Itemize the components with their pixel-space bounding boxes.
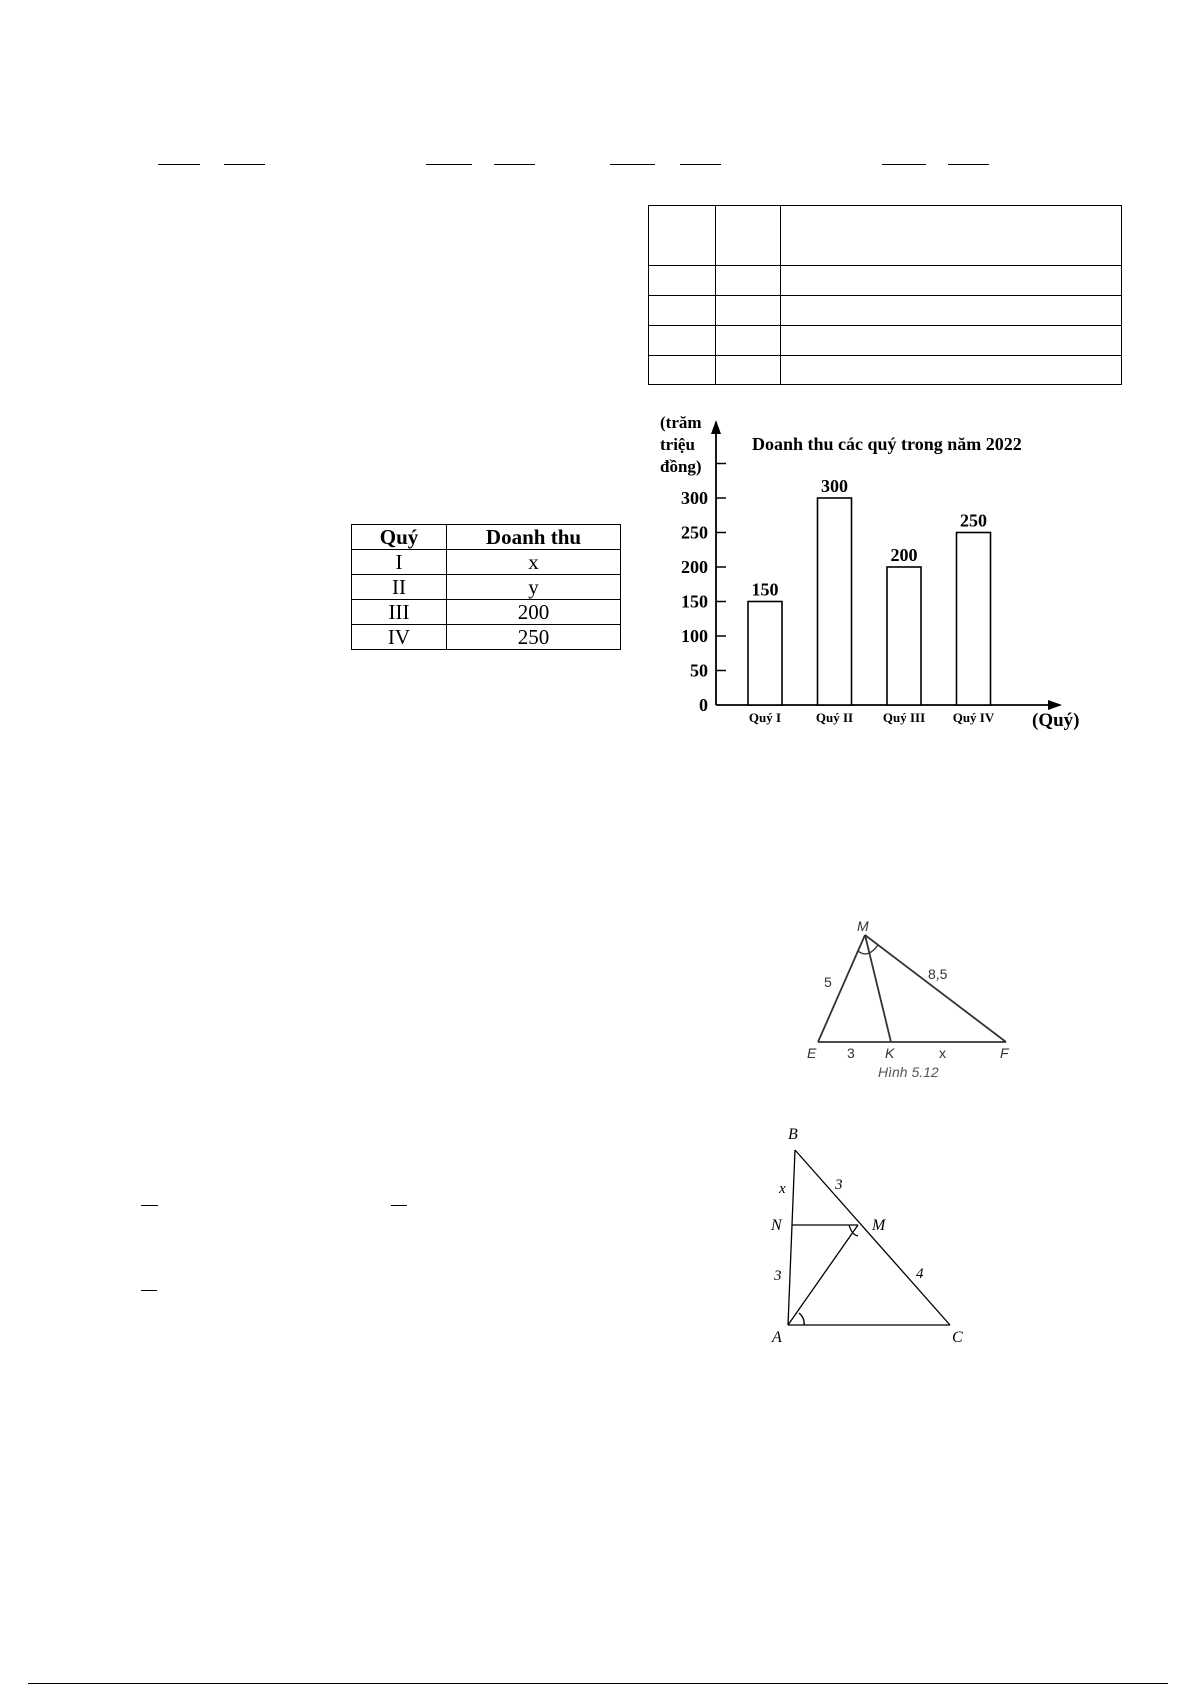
fraction-line — [426, 164, 472, 165]
figure-caption: Hình 5.12 — [878, 1064, 939, 1080]
cell-quarter: I — [352, 550, 447, 575]
length-label: x — [779, 1181, 786, 1197]
bars — [748, 476, 995, 725]
y-tick-label: 300 — [681, 488, 708, 508]
data-label: 150 — [751, 579, 779, 600]
point-label: C — [952, 1329, 963, 1346]
data-label: 300 — [821, 476, 848, 496]
point-label: B — [788, 1126, 798, 1143]
x-tick-label: Quý I — [748, 710, 782, 725]
figure-triangle-abc — [760, 1120, 980, 1350]
y-tick-label: 50 — [690, 660, 708, 681]
data-label: 250 — [960, 510, 987, 531]
point-label: M — [857, 918, 869, 934]
table-row — [352, 600, 621, 625]
y-ticks — [681, 464, 726, 716]
y-axis-arrow — [711, 420, 721, 434]
x-axis-arrow — [1048, 700, 1062, 710]
point-label: F — [1000, 1045, 1009, 1061]
table-row — [352, 625, 621, 650]
revenue-bar-chart — [650, 410, 1100, 740]
table-row — [352, 575, 621, 600]
revenue-table — [351, 524, 621, 650]
x-tick-label: Quý III — [882, 710, 926, 725]
length-label: 8,5 — [928, 966, 948, 982]
header-revenue: Doanh thu — [447, 525, 621, 550]
cell-revenue: y — [447, 575, 621, 600]
fraction-line — [680, 164, 721, 165]
point-label: E — [807, 1045, 817, 1061]
cell-revenue: 250 — [447, 625, 621, 650]
empty-grid-table — [648, 205, 1122, 385]
cell-revenue: 200 — [447, 600, 621, 625]
y-tick-label: 200 — [681, 557, 708, 577]
point-label: M — [872, 1217, 886, 1234]
y-tick-label: 250 — [681, 522, 708, 543]
fraction-line — [391, 1205, 407, 1206]
bar — [748, 602, 782, 706]
page-bottom-rule — [28, 1683, 1168, 1684]
fraction-line — [141, 1290, 157, 1291]
fraction-line — [158, 164, 200, 165]
y-axis-label-line: triệu — [660, 435, 695, 454]
point-label: N — [771, 1217, 782, 1234]
chart-title: Doanh thu các quý trong năm 2022 — [752, 434, 1022, 454]
header-quarter: Quý — [352, 525, 447, 550]
cell-revenue: x — [447, 550, 621, 575]
fraction-line — [882, 164, 926, 165]
fraction-line — [224, 164, 265, 165]
bar — [887, 567, 921, 705]
point-label: A — [772, 1329, 782, 1346]
y-tick-label: 150 — [681, 591, 708, 612]
length-label: 4 — [916, 1266, 924, 1282]
data-label: 200 — [890, 545, 918, 565]
cell-quarter: IV — [352, 625, 447, 650]
y-axis-label-line: (trăm — [660, 413, 702, 432]
x-tick-label: Quý II — [815, 710, 854, 725]
y-tick-label: 100 — [681, 626, 708, 646]
cell-quarter: III — [352, 600, 447, 625]
fraction-line — [141, 1205, 158, 1206]
y-tick-label: 0 — [699, 695, 708, 715]
length-label: 3 — [847, 1045, 855, 1061]
bar — [957, 533, 991, 706]
table-row — [352, 550, 621, 575]
cell-quarter: II — [352, 575, 447, 600]
fraction-line — [948, 164, 989, 165]
point-label: K — [885, 1045, 895, 1061]
length-label: 5 — [824, 974, 832, 990]
fraction-line — [610, 164, 655, 165]
figure-5-12-triangle — [800, 915, 1030, 1090]
y-axis-label-line: đồng) — [660, 457, 702, 476]
bar — [818, 498, 852, 705]
length-label: 3 — [774, 1268, 782, 1284]
fraction-line — [494, 164, 535, 165]
length-label: 3 — [835, 1177, 843, 1193]
length-label: x — [939, 1045, 946, 1061]
x-axis-label: (Quý) — [1032, 710, 1080, 731]
x-tick-label: Quý IV — [952, 710, 995, 725]
